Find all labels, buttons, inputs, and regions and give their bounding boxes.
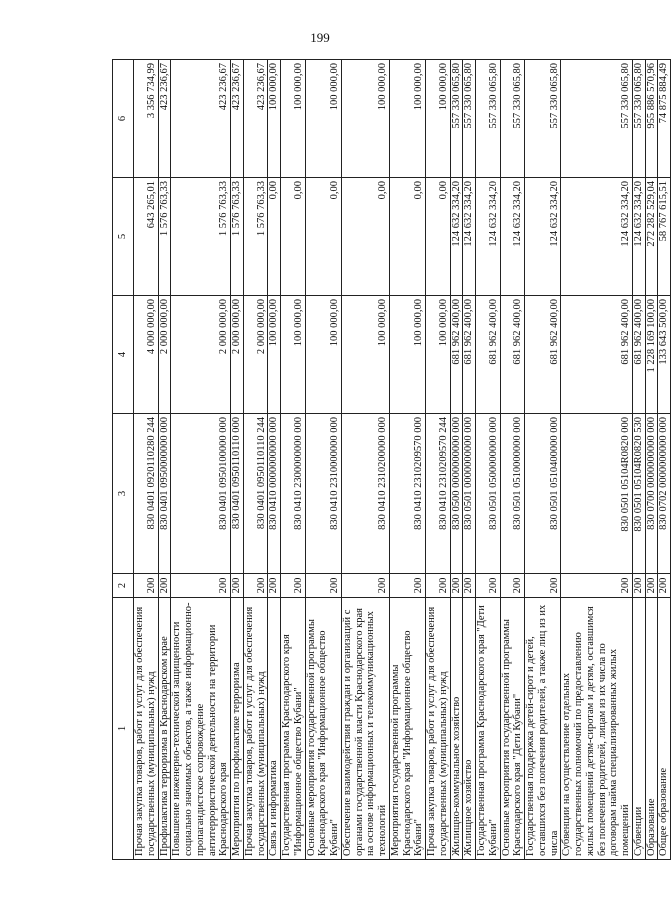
row-executed-cell: 1 576 763,33 (243, 178, 268, 296)
row-code-cell: 200 (463, 574, 476, 598)
row-approved-cell: 2 000 000,00 (231, 296, 244, 414)
row-classification-cell: 830 0410 0000000000 000 (268, 414, 281, 574)
row-remainder-cell: 74 875 884,49 (658, 60, 671, 178)
row-code-cell: 200 (158, 574, 171, 598)
row-remainder-cell: 423 236,67 (243, 60, 268, 178)
row-code-cell: 200 (658, 574, 671, 598)
table-row (305, 60, 341, 860)
row-remainder-cell: 557 330 065,80 (525, 60, 561, 178)
row-executed-cell: 124 632 334,20 (463, 178, 476, 296)
row-name-cell: Мероприятия по профилактике терроризма (231, 598, 244, 860)
row-name-cell: Обеспечение взаимодействия граждан и организаций с органами государственной власти Краснодарского края на основе информационных и телекоммуникационных технологий (341, 598, 389, 860)
table-row (463, 60, 476, 860)
row-executed-cell: 1 576 763,33 (158, 178, 171, 296)
row-executed-cell: 272 282 529,04 (645, 178, 658, 296)
row-code-cell: 200 (389, 574, 425, 598)
row-executed-cell: 0,00 (341, 178, 389, 296)
row-code-cell: 200 (341, 574, 389, 598)
row-classification-cell: 830 0702 0000000000 000 (658, 414, 671, 574)
row-executed-cell: 643 265,01 (134, 178, 159, 296)
row-approved-cell: 681 962 400,00 (450, 296, 463, 414)
row-remainder-cell: 100 000,00 (341, 60, 389, 178)
row-code-cell: 200 (171, 574, 231, 598)
table-body (113, 60, 671, 860)
row-name-cell: Основные мероприятия государственной программы Краснодарского края "Информационное общество Кубани" (305, 598, 341, 860)
row-remainder-cell: 423 236,67 (231, 60, 244, 178)
row-remainder-cell: 557 330 065,80 (561, 60, 633, 178)
row-executed-cell: 0,00 (281, 178, 306, 296)
row-remainder-cell: 423 236,67 (158, 60, 171, 178)
column-number-row (113, 60, 134, 860)
row-name-cell: Прочая закупка товаров, работ и услуг для обеспечения государственных (муниципальных) нужд (426, 598, 451, 860)
rotated-table-wrapper (112, 60, 670, 860)
table-row (243, 60, 268, 860)
row-approved-cell: 100 000,00 (426, 296, 451, 414)
row-remainder-cell: 100 000,00 (268, 60, 281, 178)
row-remainder-cell: 3 356 734,99 (134, 60, 159, 178)
row-name-cell: Субвенции на осуществление отдельных государственных полномочий по предоставлению жилых помещений детям-сиротам и детям, оставшимся без попечения родителей, лицам из их числа по договорам найма специализированных жилых помещений (561, 598, 633, 860)
row-remainder-cell: 557 330 065,80 (632, 60, 645, 178)
row-name-cell: Профилактика терроризма в Краснодарском крае (158, 598, 171, 860)
row-classification-cell: 830 0401 0950000000 000 (158, 414, 171, 574)
column-header: 6 (113, 60, 134, 178)
column-header: 3 (113, 414, 134, 574)
row-approved-cell: 681 962 400,00 (561, 296, 633, 414)
column-header: 2 (113, 574, 134, 598)
row-remainder-cell: 100 000,00 (281, 60, 306, 178)
row-name-cell: Субвенции (632, 598, 645, 860)
row-remainder-cell: 557 330 065,80 (476, 60, 501, 178)
row-executed-cell: 0,00 (426, 178, 451, 296)
row-code-cell: 200 (134, 574, 159, 598)
row-executed-cell: 0,00 (305, 178, 341, 296)
row-approved-cell: 681 962 400,00 (476, 296, 501, 414)
table-row (561, 60, 633, 860)
row-executed-cell: 124 632 334,20 (500, 178, 525, 296)
row-approved-cell: 4 000 000,00 (134, 296, 159, 414)
row-code-cell: 200 (500, 574, 525, 598)
row-classification-cell: 830 0500 0000000000 000 (450, 414, 463, 574)
row-approved-cell: 2 000 000,00 (243, 296, 268, 414)
table-row (645, 60, 658, 860)
row-code-cell: 200 (476, 574, 501, 598)
row-code-cell: 200 (305, 574, 341, 598)
row-executed-cell: 0,00 (268, 178, 281, 296)
row-approved-cell: 681 962 400,00 (525, 296, 561, 414)
row-classification-cell: 830 0501 0000000000 000 (463, 414, 476, 574)
row-name-cell: Государственная программа Краснодарского края "Информационное общество Кубани" (281, 598, 306, 860)
row-code-cell: 200 (450, 574, 463, 598)
row-classification-cell: 830 0410 2310200000 000 (341, 414, 389, 574)
row-classification-cell: 830 0401 0950100000 000 (171, 414, 231, 574)
column-header: 1 (113, 598, 134, 860)
row-executed-cell: 1 576 763,33 (171, 178, 231, 296)
row-classification-cell: 830 0410 2310209570 000 (389, 414, 425, 574)
row-executed-cell: 1 576 763,33 (231, 178, 244, 296)
row-approved-cell: 100 000,00 (341, 296, 389, 414)
row-classification-cell: 830 0401 0950110110 244 (243, 414, 268, 574)
row-executed-cell: 124 632 334,20 (561, 178, 633, 296)
row-name-cell: Государственная программа Краснодарского края "Дети Кубани" (476, 598, 501, 860)
row-approved-cell: 2 000 000,00 (158, 296, 171, 414)
row-code-cell: 200 (561, 574, 633, 598)
row-executed-cell: 124 632 334,20 (632, 178, 645, 296)
row-executed-cell: 58 767 615,51 (658, 178, 671, 296)
row-remainder-cell: 557 330 065,80 (500, 60, 525, 178)
row-name-cell: Общее образование (658, 598, 671, 860)
table-row (500, 60, 525, 860)
row-name-cell: Государственная поддержка детей-сирот и детей, оставшихся без попечения родителей, а также лиц из их числа (525, 598, 561, 860)
row-name-cell: Прочая закупка товаров, работ и услуг для обеспечения государственных (муниципальных) нужд (134, 598, 159, 860)
column-header: 4 (113, 296, 134, 414)
row-classification-cell: 830 0401 0920110280 244 (134, 414, 159, 574)
table-row (158, 60, 171, 860)
row-name-cell: Образование (645, 598, 658, 860)
table-row (281, 60, 306, 860)
row-approved-cell: 100 000,00 (281, 296, 306, 414)
row-code-cell: 200 (281, 574, 306, 598)
row-approved-cell: 681 962 400,00 (632, 296, 645, 414)
table-row (268, 60, 281, 860)
column-header: 5 (113, 178, 134, 296)
row-approved-cell: 100 000,00 (389, 296, 425, 414)
row-name-cell: Повышение инженерно-технической защищенности социально значимых объектов, а также информационно-пропагандистское сопровождение антитеррористической деятельности на территории Краснодарского края (171, 598, 231, 860)
page-number: 199 (310, 30, 330, 45)
row-executed-cell: 0,00 (389, 178, 425, 296)
row-name-cell: Жилищно-коммунальное хозяйство (450, 598, 463, 860)
table-row (426, 60, 451, 860)
row-approved-cell: 133 643 500,00 (658, 296, 671, 414)
row-approved-cell: 1 228 169 100,00 (645, 296, 658, 414)
row-classification-cell: 830 0501 05104R0820 000 (561, 414, 633, 574)
row-classification-cell: 830 0410 2310209570 244 (426, 414, 451, 574)
row-code-cell: 200 (645, 574, 658, 598)
table-row (389, 60, 425, 860)
row-remainder-cell: 557 330 065,80 (450, 60, 463, 178)
row-classification-cell: 830 0401 0950110110 000 (231, 414, 244, 574)
row-remainder-cell: 557 330 065,80 (463, 60, 476, 178)
table-row (171, 60, 231, 860)
row-approved-cell: 100 000,00 (268, 296, 281, 414)
table-row (231, 60, 244, 860)
row-executed-cell: 124 632 334,20 (525, 178, 561, 296)
row-remainder-cell: 100 000,00 (426, 60, 451, 178)
row-code-cell: 200 (632, 574, 645, 598)
row-approved-cell: 681 962 400,00 (500, 296, 525, 414)
row-approved-cell: 2 000 000,00 (171, 296, 231, 414)
row-remainder-cell: 423 236,67 (171, 60, 231, 178)
row-classification-cell: 830 0410 2310000000 000 (305, 414, 341, 574)
row-executed-cell: 124 632 334,20 (450, 178, 463, 296)
table-row (632, 60, 645, 860)
row-classification-cell: 830 0501 0510000000 000 (500, 414, 525, 574)
budget-table (112, 59, 671, 860)
row-code-cell: 200 (525, 574, 561, 598)
row-remainder-cell: 100 000,00 (389, 60, 425, 178)
row-name-cell: Основные мероприятия государственной программы Краснодарского края "Дети Кубани" (500, 598, 525, 860)
row-code-cell: 200 (426, 574, 451, 598)
row-approved-cell: 681 962 400,00 (463, 296, 476, 414)
table-row (658, 60, 671, 860)
row-classification-cell: 830 0410 2300000000 000 (281, 414, 306, 574)
row-classification-cell: 830 0501 0510400000 000 (525, 414, 561, 574)
table-row (341, 60, 389, 860)
row-code-cell: 200 (268, 574, 281, 598)
row-code-cell: 200 (231, 574, 244, 598)
row-classification-cell: 830 0501 0500000000 000 (476, 414, 501, 574)
table-row (134, 60, 159, 860)
table-row (476, 60, 501, 860)
row-name-cell: Прочая закупка товаров, работ и услуг для обеспечения государственных (муниципальных) нужд (243, 598, 268, 860)
row-name-cell: Жилищное хозяйство (463, 598, 476, 860)
row-code-cell: 200 (243, 574, 268, 598)
row-name-cell: Связь и информатика (268, 598, 281, 860)
table-row (525, 60, 561, 860)
row-name-cell: Мероприятия государственной программы Краснодарского края "Информационное общество Кубани" (389, 598, 425, 860)
table-row (450, 60, 463, 860)
row-approved-cell: 100 000,00 (305, 296, 341, 414)
row-remainder-cell: 955 886 570,96 (645, 60, 658, 178)
row-executed-cell: 124 632 334,20 (476, 178, 501, 296)
row-classification-cell: 830 0501 05104R0820 530 (632, 414, 645, 574)
row-remainder-cell: 100 000,00 (305, 60, 341, 178)
row-classification-cell: 830 0700 0000000000 000 (645, 414, 658, 574)
